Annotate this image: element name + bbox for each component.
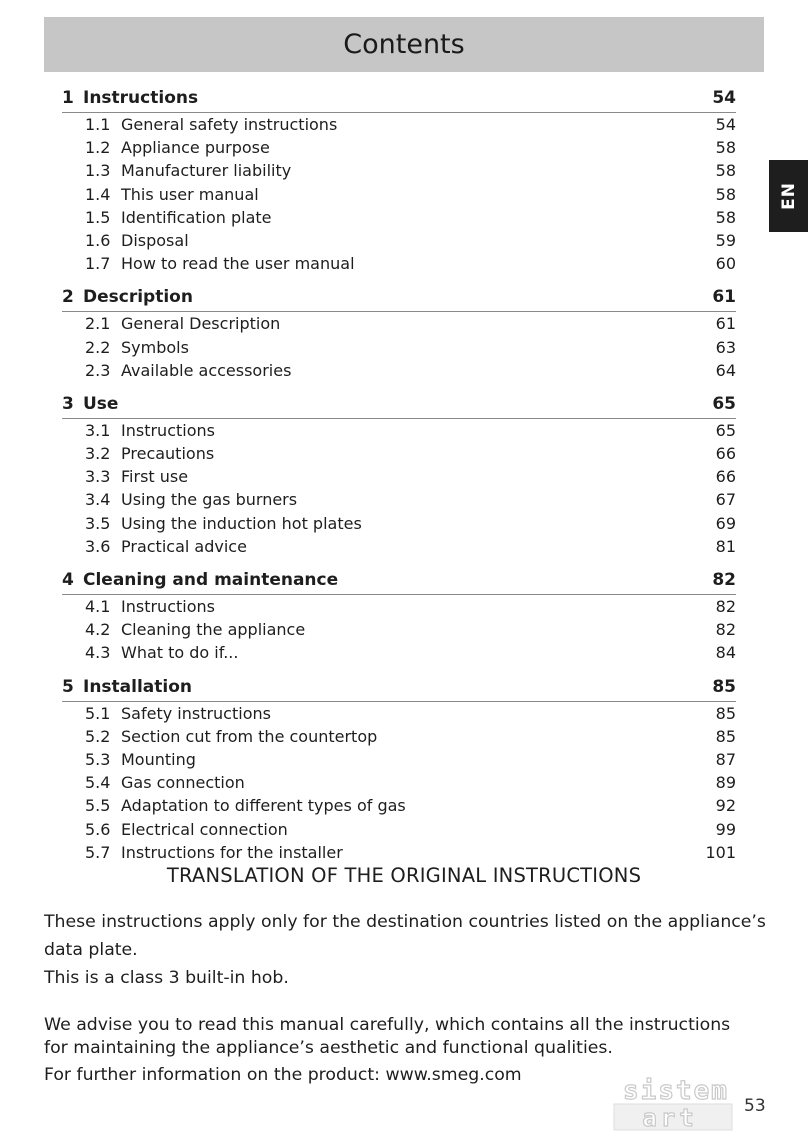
toc-entry-number: 5.4 [85, 773, 111, 793]
toc-section-number: 3 [62, 393, 74, 414]
toc-entry-page: 87 [715, 749, 736, 769]
toc-entry[interactable] [62, 113, 736, 136]
toc-entry[interactable] [62, 442, 736, 465]
toc-entry[interactable] [62, 535, 736, 558]
toc-section-heading[interactable] [62, 566, 736, 595]
toc-entry-page: 65 [715, 420, 736, 440]
toc-entry[interactable] [62, 841, 736, 864]
toc-entry-title [85, 183, 259, 206]
toc-entry-label: Manufacturer liability [121, 161, 292, 181]
toc-entry-page: 58 [715, 184, 736, 204]
toc-section-title [62, 673, 192, 701]
toc-entry-number: 3.5 [85, 513, 111, 533]
toc-section [62, 84, 736, 275]
page-number: 53 [744, 1096, 766, 1116]
toc-entry-label: General safety instructions [121, 115, 338, 134]
toc-section [62, 283, 736, 382]
toc-entry-title [85, 818, 288, 841]
toc-entry-title [85, 312, 280, 335]
toc-entry-label: Mounting [121, 749, 196, 769]
toc-section-page: 85 [712, 676, 736, 697]
toc-entry[interactable] [62, 359, 736, 382]
toc-entry-page: 54 [715, 115, 736, 134]
toc-entry-label: Disposal [121, 230, 189, 250]
toc-entry-label: Adaptation to different types of gas [121, 796, 406, 816]
toc-section-number: 5 [62, 676, 74, 697]
toc-entry-page: 82 [715, 597, 736, 616]
toc-section-number: 1 [62, 88, 74, 108]
toc-entry-title [85, 841, 343, 864]
toc-section-title [62, 566, 338, 594]
toc-section [62, 673, 736, 864]
toc-section-number: 4 [62, 570, 74, 590]
toc-entry-label: General Description [121, 314, 281, 334]
toc-section [62, 566, 736, 665]
toc-entry-page: 89 [715, 773, 736, 793]
translation-heading: TRANSLATION OF THE ORIGINAL INSTRUCTIONS [166, 864, 642, 887]
toc-entry[interactable] [62, 748, 736, 771]
intro-line: These instructions apply only for the destination countries listed on the appliance’s data plate. [44, 912, 766, 960]
intro-line: This is a class 3 built-in hob. [44, 968, 289, 988]
toc-section-page: 61 [712, 287, 736, 308]
toc-entry-title [85, 641, 238, 664]
toc-entry-label: Instructions for the installer [121, 842, 343, 862]
toc-entry-number: 3.1 [85, 420, 111, 440]
toc-entry-number: 1.5 [85, 207, 111, 227]
toc-entry[interactable] [62, 618, 736, 641]
toc-section-heading[interactable] [62, 283, 736, 312]
toc-entry-title [85, 771, 245, 794]
toc-entry-page: 59 [715, 230, 736, 250]
toc-entry-title [85, 725, 377, 748]
toc-entry-label: Instructions [121, 597, 215, 616]
toc-entry-page: 84 [715, 643, 736, 663]
toc-entry[interactable] [62, 229, 736, 252]
advice-line: For further information on the product: www.smeg.com [44, 1065, 522, 1085]
toc-section-label: Cleaning and maintenance [83, 570, 339, 590]
toc-entry-page: 99 [715, 819, 736, 839]
toc-entry-label: Symbols [121, 337, 189, 357]
toc-entry-number: 1.3 [85, 161, 111, 181]
page-title: Contents [343, 29, 465, 60]
toc-entry-page: 60 [715, 254, 736, 274]
toc-entry[interactable] [62, 725, 736, 748]
toc-section-label: Description [83, 287, 193, 308]
title-bar [44, 17, 764, 72]
toc-section-title [62, 84, 198, 112]
toc-entry-number: 5.1 [85, 703, 111, 723]
toc-entry-title [85, 748, 196, 771]
toc-entry-title [85, 595, 215, 618]
toc-entry-page: 66 [715, 444, 736, 464]
toc-entry-title [85, 113, 337, 136]
toc-entry[interactable] [62, 488, 736, 511]
toc-entry-title [85, 359, 291, 382]
toc-entry[interactable] [62, 312, 736, 335]
toc-entry-title [85, 206, 272, 229]
toc-entry-page: 63 [715, 337, 736, 357]
toc-entry-number: 3.2 [85, 444, 111, 464]
toc-entry[interactable] [62, 136, 736, 159]
toc-entry-label: Available accessories [121, 360, 292, 380]
toc-entry-label: Cleaning the appliance [121, 620, 306, 640]
toc-entry-number: 5.6 [85, 819, 111, 839]
toc-section-page: 82 [712, 570, 736, 590]
toc-entry-number: 3.6 [85, 536, 111, 556]
toc-section-title [62, 283, 193, 311]
toc-entry-label: Appliance purpose [121, 138, 270, 158]
logo-text-top: sistem [623, 1076, 729, 1106]
toc-entry-number: 1.6 [85, 230, 111, 250]
toc-entry-number: 5.7 [85, 842, 111, 862]
toc-entry-page: 66 [715, 467, 736, 487]
toc-entry-title [85, 512, 362, 535]
toc-entry-label: Electrical connection [121, 819, 288, 839]
toc-entry-number: 1.1 [85, 115, 111, 134]
toc-entry-title [85, 442, 214, 465]
toc-section-label: Use [83, 393, 119, 414]
toc-entry-label: Precautions [121, 444, 215, 464]
toc-section-heading[interactable] [62, 673, 736, 702]
language-tab [769, 160, 808, 232]
toc-entry-number: 2.3 [85, 360, 111, 380]
toc-entry-number: 2.2 [85, 337, 111, 357]
toc-entry[interactable] [62, 595, 736, 618]
toc-entry-number: 1.4 [85, 184, 111, 204]
toc-entry-page: 101 [705, 842, 736, 862]
toc-entry-page: 85 [715, 703, 736, 723]
toc-entry[interactable] [62, 641, 736, 664]
toc-entry-number: 4.2 [85, 620, 111, 640]
logo-text-bottom: art [642, 1104, 698, 1132]
toc-entry-title [85, 794, 406, 817]
toc-entry-label: Instructions [121, 420, 215, 440]
toc-entry[interactable] [62, 771, 736, 794]
toc-entry-page: 85 [715, 726, 736, 746]
toc-section-title [62, 390, 118, 418]
language-tab-label: EN [778, 182, 799, 210]
toc-entry-label: First use [121, 467, 189, 487]
toc-entry[interactable] [62, 419, 736, 442]
toc-entry-title [85, 465, 188, 488]
toc-entry-page: 58 [715, 161, 736, 181]
toc-entry-page: 64 [715, 360, 736, 380]
toc-entry-label: What to do if... [121, 643, 239, 663]
intro-text [44, 908, 774, 992]
toc-section-page: 65 [712, 393, 736, 414]
toc-entry[interactable] [62, 702, 736, 725]
toc-entry-title [85, 419, 215, 442]
toc-section-label: Installation [83, 676, 193, 697]
toc-entry-title [85, 159, 291, 182]
toc-entry-page: 58 [715, 207, 736, 227]
toc-section-page: 54 [712, 88, 736, 108]
toc-section-heading[interactable] [62, 84, 736, 113]
toc-entry-title [85, 488, 297, 511]
toc-section-number: 2 [62, 287, 74, 308]
toc-entry[interactable] [62, 159, 736, 182]
toc-entry-title [85, 229, 189, 252]
toc-entry-title [85, 336, 189, 359]
toc-entry-label: Using the induction hot plates [121, 513, 362, 533]
toc-entry-page: 61 [715, 314, 736, 334]
toc-entry[interactable] [62, 818, 736, 841]
toc-entry-number: 3.4 [85, 490, 111, 510]
toc-entry-label: Using the gas burners [121, 490, 298, 510]
toc-entry-page: 82 [715, 620, 736, 640]
toc-entry-number: 3.3 [85, 467, 111, 487]
toc-entry-label: Identification plate [121, 207, 272, 227]
toc-entry-title [85, 535, 247, 558]
toc-entry-page: 81 [715, 536, 736, 556]
toc-entry[interactable] [62, 512, 736, 535]
toc-entry-label: Section cut from the countertop [121, 726, 378, 746]
toc-entry-page: 69 [715, 513, 736, 533]
toc-entry[interactable] [62, 465, 736, 488]
toc-entry-number: 4.1 [85, 597, 111, 616]
toc-entry-number: 2.1 [85, 314, 111, 334]
toc-entry-title [85, 702, 271, 725]
toc-section [62, 390, 736, 558]
toc-entry[interactable] [62, 794, 736, 817]
toc-entry-number: 5.3 [85, 749, 111, 769]
toc-entry-number: 4.3 [85, 643, 111, 663]
toc-entry-label: How to read the user manual [121, 254, 355, 274]
toc-entry-title [85, 618, 305, 641]
toc-entry-title [85, 252, 355, 275]
toc-entry[interactable] [62, 252, 736, 275]
toc-entry-number: 5.2 [85, 726, 111, 746]
toc-entry[interactable] [62, 336, 736, 359]
toc-entry-label: This user manual [121, 184, 259, 204]
toc-entry[interactable] [62, 183, 736, 206]
table-of-contents [62, 84, 736, 872]
toc-entry-number: 1.2 [85, 138, 111, 158]
toc-section-heading[interactable] [62, 390, 736, 419]
toc-entry-label: Practical advice [121, 536, 247, 556]
advice-line: We advise you to read this manual carefully, which contains all the instructions for maintaining the appliance’s aesthetic and functional qualities. [44, 1015, 731, 1058]
toc-section-label: Instructions [83, 88, 199, 108]
toc-entry-number: 1.7 [85, 254, 111, 274]
toc-entry-page: 67 [715, 490, 736, 510]
toc-entry-title [85, 136, 270, 159]
toc-entry-label: Safety instructions [121, 703, 271, 723]
sistem-art-logo [612, 1074, 740, 1132]
toc-entry-page: 58 [715, 138, 736, 158]
toc-entry-page: 92 [715, 796, 736, 816]
toc-entry-label: Gas connection [121, 773, 245, 793]
toc-entry[interactable] [62, 206, 736, 229]
toc-entry-number: 5.5 [85, 796, 111, 816]
